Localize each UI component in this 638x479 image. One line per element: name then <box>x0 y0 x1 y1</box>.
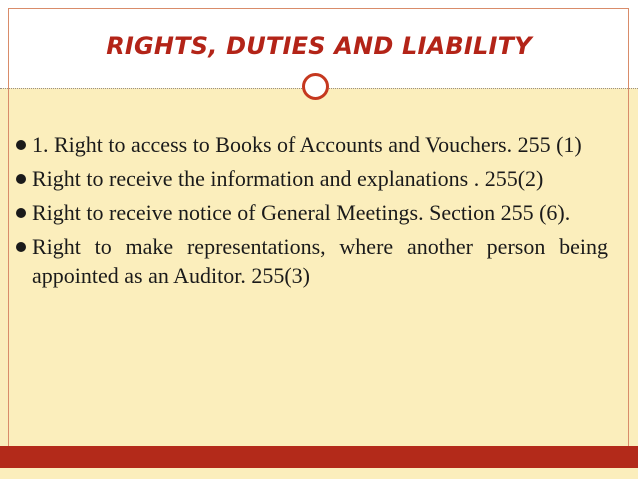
slide-title: RIGHTS, DUTIES AND LIABILITY <box>106 32 532 60</box>
bullet-text: 1. Right to access to Books of Accounts and Vouchers. 255 (1) <box>32 132 582 157</box>
bullet-text: Right to make representations, where another person being appointed as an Auditor. 255(3) <box>32 234 608 288</box>
frame-border-left <box>8 8 9 448</box>
circle-ornament-icon <box>302 73 329 100</box>
frame-border-right <box>628 8 629 448</box>
bullet-item <box>16 130 608 159</box>
bullet-item <box>16 232 608 290</box>
bullet-text: Right to receive the information and explanations . 255(2) <box>32 166 544 191</box>
bottom-accent-bar <box>0 446 638 468</box>
frame-border-top <box>8 8 629 9</box>
bullet-dot-icon <box>16 208 26 218</box>
bullet-dot-icon <box>16 140 26 150</box>
bullet-item <box>16 198 608 227</box>
bullet-dot-icon <box>16 174 26 184</box>
bullet-item <box>16 164 608 193</box>
bullet-text: Right to receive notice of General Meetings. Section 255 (6). <box>32 200 571 225</box>
bullet-list <box>16 130 608 295</box>
bullet-dot-icon <box>16 242 26 252</box>
